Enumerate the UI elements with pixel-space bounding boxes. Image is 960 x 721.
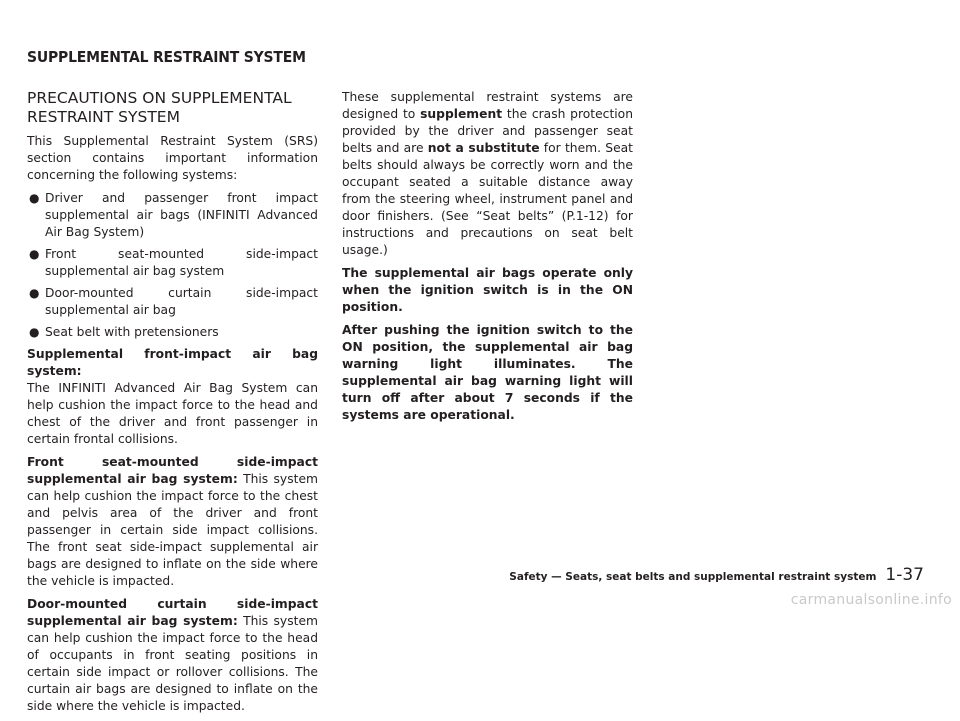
front-impact-text: The INFINITI Advanced Air Bag System can help cushion the impact force to the head and chest of the driver and front passenger in certain frontal collisions. xyxy=(27,381,318,446)
page-number: 1-37 xyxy=(885,565,924,585)
supplement-bold: supplement xyxy=(420,107,503,121)
side-impact-paragraph xyxy=(27,454,318,590)
list-item: ● Door-mounted curtain side-impact supplemental air bag xyxy=(29,286,318,317)
systems-list xyxy=(27,190,318,341)
supplement-paragraph: These supplemental restraint systems are designed to supplement the crash protection provided by the driver and passenger seat belts and are not a substitute for them. Seat belts should always be correctly worn and the occupant seated a suitable distance away from the steering wheel, instrument panel and door finishers. (See “Seat belts” (P.1-12) for instructions and precautions on seat belt usage.) xyxy=(342,90,634,257)
section-title: SUPPLEMENTAL RESTRAINT SYSTEM xyxy=(27,48,306,66)
curtain-text: This system can help cushion the impact force to the head of occupants in front seating positions in certain side impact or rollover collisions. The curtain air bags are designed to inflate on the side where the vehicle is impacted. xyxy=(27,614,318,713)
bullet-icon: ● xyxy=(29,286,40,300)
curtain-paragraph-start xyxy=(27,596,318,715)
not-substitute-bold: not a substitute xyxy=(427,141,540,155)
bullet-icon: ● xyxy=(29,325,40,339)
right-column xyxy=(342,89,633,430)
curtain-label: Door-mounted curtain side-impact supplemental air bag system: xyxy=(27,597,318,628)
list-item: ● Driver and passenger front impact supplemental air bags (INFINITI Advanced Air Bag System) xyxy=(29,191,318,239)
list-item: ● Seat belt with pretensioners xyxy=(29,325,219,339)
page-heading: PRECAUTIONS ON SUPPLEMENTAL RESTRAINT SYSTEM xyxy=(27,89,292,126)
intro-paragraph: This Supplemental Restraint System (SRS) section contains important information concerning the following systems: xyxy=(27,134,318,182)
warning-light: After pushing the ignition switch to the ON position, the supplemental air bag warning light illuminates. The supplemental air bag warning light will turn off after about 7 seconds if the systems are operational. xyxy=(342,323,633,422)
bullet-icon: ● xyxy=(29,247,40,261)
front-impact-label: Supplemental front-impact air bag system: xyxy=(27,347,318,378)
side-impact-label: Front seat-mounted side-impact supplemental air bag system: xyxy=(27,455,318,486)
page-footer xyxy=(509,565,924,585)
warning-operate: The supplemental air bags operate only when the ignition switch is in the ON position. xyxy=(342,266,633,314)
front-impact-paragraph xyxy=(27,346,318,448)
watermark: carmanualsonline.info xyxy=(790,592,952,608)
left-column xyxy=(27,89,318,721)
bullet-icon: ● xyxy=(29,191,40,205)
chapter-title: Safety — Seats, seat belts and supplemental restraint system xyxy=(509,571,877,583)
list-item: ● Front seat-mounted side-impact supplemental air bag system xyxy=(29,247,318,278)
side-impact-text: This system can help cushion the impact force to the chest and pelvis area of the driver and front passenger in certain side impact collisions. The front seat side-impact supplemental air bags are designed to inflate on the side where the vehicle is impacted. xyxy=(27,472,318,588)
